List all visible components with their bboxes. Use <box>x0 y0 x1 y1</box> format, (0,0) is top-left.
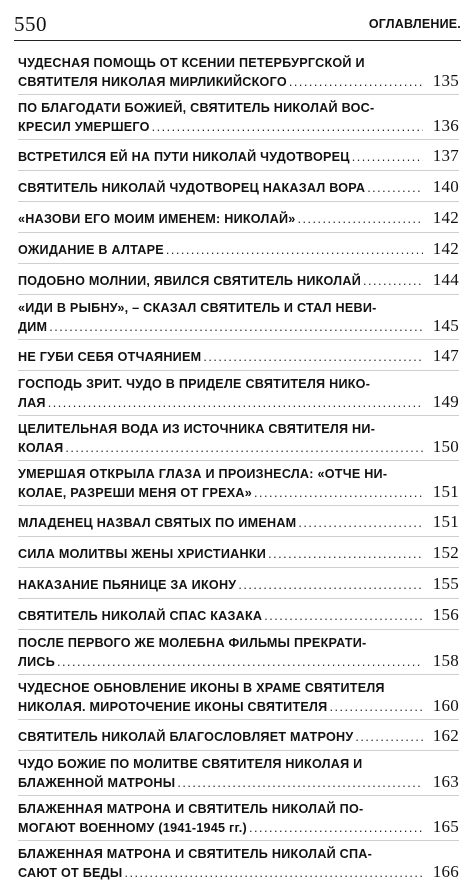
toc-entry-text: ВСТРЕТИЛСЯ ЕЙ НА ПУТИ НИКОЛАЙ ЧУДОТВОРЕЦ <box>18 150 350 164</box>
toc-entry[interactable] <box>18 233 459 264</box>
toc-entry-title <box>18 376 459 412</box>
toc-entry-text: БЛАЖЕННАЯ МАТРОНА И СВЯТИТЕЛЬ НИКОЛАЙ ПО- <box>18 802 364 816</box>
toc-entry-text: ЧУДЕСНАЯ ПОМОЩЬ ОТ КСЕНИИ ПЕТЕРБУРГСКОЙ И <box>18 56 365 70</box>
leader-dots <box>249 820 423 837</box>
toc-entry-title <box>18 240 459 259</box>
section-title: ОГЛАВЛЕНИЕ. <box>368 17 461 31</box>
toc-entry-text: СВЯТИТЕЛЬ НИКОЛАЙ БЛАГОСЛОВЛЯЕТ МАТРОНУ <box>18 730 354 744</box>
toc-entry-title <box>18 606 459 625</box>
leader-dots <box>298 211 423 228</box>
toc-entry-line <box>18 147 459 166</box>
toc-entry-title <box>18 466 459 502</box>
toc-entry-text: ДИМ <box>18 320 48 334</box>
toc-entry-line <box>18 697 459 716</box>
toc-page-number: 135 <box>432 72 459 90</box>
leader-dots <box>177 775 423 792</box>
toc-page-number: 142 <box>432 209 459 227</box>
toc-page-number: 156 <box>432 606 459 624</box>
toc-entry-line <box>18 635 459 652</box>
toc-entry-title <box>18 756 459 792</box>
toc-entry[interactable] <box>18 50 459 95</box>
toc-entry-line <box>18 178 459 197</box>
leader-dots <box>124 865 423 882</box>
toc-entry-text: ЦЕЛИТЕЛЬНАЯ ВОДА ИЗ ИСТОЧНИКА СВЯТИТЕЛЯ НИ- <box>18 422 376 436</box>
toc-entry-text: ЧУДО БОЖИЕ ПО МОЛИТВЕ СВЯТИТЕЛЯ НИКОЛАЯ И <box>18 757 363 771</box>
toc-entry[interactable] <box>18 461 459 506</box>
toc-entry-line <box>18 606 459 625</box>
leader-dots <box>203 349 423 366</box>
toc-entry-title <box>18 680 459 716</box>
leader-dots <box>254 485 423 502</box>
toc-entry-line <box>18 863 459 882</box>
toc-page-number: 142 <box>432 240 459 258</box>
toc-entry-line <box>18 544 459 563</box>
toc-page-number: 149 <box>432 393 459 411</box>
toc-entry-title <box>18 846 459 882</box>
toc-entry-title <box>18 727 459 746</box>
toc-entry[interactable] <box>18 599 459 630</box>
toc-entry-title <box>18 209 459 228</box>
leader-dots <box>152 119 423 136</box>
toc-entry-title <box>18 544 459 563</box>
toc-entry-line <box>18 347 459 366</box>
toc-entry-title <box>18 513 459 532</box>
toc-entry-title <box>18 147 459 166</box>
toc-entry[interactable] <box>18 202 459 233</box>
toc-entry[interactable] <box>18 416 459 461</box>
toc-entry-text: СВЯТИТЕЛЬ НИКОЛАЙ СПАС КАЗАКА <box>18 609 263 623</box>
toc-entry-title <box>18 801 459 837</box>
toc-entry-text: МЛАДЕНЕЦ НАЗВАЛ СВЯТЫХ ПО ИМЕНАМ <box>18 516 297 530</box>
toc-page-number: 151 <box>432 483 459 501</box>
toc-page-number: 140 <box>432 178 459 196</box>
toc-entry-line <box>18 209 459 228</box>
leader-dots <box>298 515 423 532</box>
toc-entry-line <box>18 317 459 336</box>
toc-entry-line <box>18 240 459 259</box>
toc-entry-text: ЛИСЬ <box>18 655 56 669</box>
leader-dots <box>65 440 423 457</box>
toc-entry[interactable] <box>18 720 459 751</box>
toc-entry[interactable] <box>18 95 459 140</box>
toc-page-number: 147 <box>432 347 459 365</box>
toc-page-number: 165 <box>432 818 459 836</box>
toc-entry-title <box>18 300 459 336</box>
toc-entry[interactable] <box>18 630 459 675</box>
header-rule <box>14 40 461 41</box>
toc-entry-title <box>18 100 459 136</box>
toc-entry[interactable] <box>18 140 459 171</box>
leader-dots <box>49 319 423 336</box>
toc-entry-line <box>18 117 459 136</box>
toc-entry-title <box>18 271 459 290</box>
toc-entry-line <box>18 100 459 117</box>
toc-page-number: 155 <box>432 575 459 593</box>
toc-entry-text: МОГАЮТ ВОЕННОМУ (1941-1945 гг.) <box>18 821 247 835</box>
toc-entry-text: КОЛАЕ, РАЗРЕШИ МЕНЯ ОТ ГРЕХА» <box>18 486 252 500</box>
toc-entry-line <box>18 818 459 837</box>
toc-entry-line <box>18 680 459 697</box>
toc-entry-text: КОЛАЯ <box>18 441 64 455</box>
toc-entry-text: НИКОЛАЯ. МИРОТОЧЕНИЕ ИКОНЫ СВЯТИТЕЛЯ <box>18 700 328 714</box>
toc-entry-title <box>18 55 459 91</box>
page-number: 550 <box>14 12 47 36</box>
toc-entry-text: БЛАЖЕННОЙ МАТРОНЫ <box>18 776 176 790</box>
toc-page-number: 136 <box>432 117 459 135</box>
toc-page-number: 152 <box>432 544 459 562</box>
toc-entry-line <box>18 773 459 792</box>
toc-page-number: 151 <box>432 513 459 531</box>
leader-dots <box>166 242 423 259</box>
table-of-contents <box>18 50 459 886</box>
leader-dots <box>289 74 423 91</box>
toc-entry-line <box>18 72 459 91</box>
toc-entry-line <box>18 300 459 317</box>
toc-entry-line <box>18 271 459 290</box>
toc-page-number: 162 <box>432 727 459 745</box>
toc-entry-text: ЛАЯ <box>18 396 46 410</box>
toc-entry-title <box>18 635 459 671</box>
toc-entry-line <box>18 393 459 412</box>
toc-entry-line <box>18 376 459 393</box>
toc-entry[interactable] <box>18 537 459 568</box>
toc-entry-line <box>18 438 459 457</box>
leader-dots <box>48 395 423 412</box>
toc-entry-text: СВЯТИТЕЛЯ НИКОЛАЯ МИРЛИКИЙСКОГО <box>18 75 287 89</box>
toc-entry-text: НЕ ГУБИ СЕБЯ ОТЧАЯНИЕМ <box>18 350 202 364</box>
toc-entry-text: ЧУДЕСНОЕ ОБНОВЛЕНИЕ ИКОНЫ В ХРАМЕ СВЯТИТЕЛЯ <box>18 681 385 695</box>
toc-page-number: 145 <box>432 317 459 335</box>
toc-entry-title <box>18 347 459 366</box>
toc-entry[interactable] <box>18 371 459 416</box>
leader-dots <box>355 729 423 746</box>
toc-entry-text: ПОСЛЕ ПЕРВОГО ЖЕ МОЛЕБНА ФИЛЬМЫ ПРЕКРАТИ- <box>18 636 367 650</box>
toc-entry[interactable] <box>18 841 459 886</box>
toc-entry-text: НАКАЗАНИЕ ПЬЯНИЦЕ ЗА ИКОНУ <box>18 578 237 592</box>
toc-entry-text: СВЯТИТЕЛЬ НИКОЛАЙ ЧУДОТВОРЕЦ НАКАЗАЛ ВОРА <box>18 181 366 195</box>
toc-entry-line <box>18 513 459 532</box>
toc-page-number: 150 <box>432 438 459 456</box>
toc-entry-text: «ИДИ В РЫБНУ», – СКАЗАЛ СВЯТИТЕЛЬ И СТАЛ НЕВИ- <box>18 301 377 315</box>
toc-entry[interactable] <box>18 264 459 295</box>
toc-entry-title <box>18 421 459 457</box>
toc-entry-text: СИЛА МОЛИТВЫ ЖЕНЫ ХРИСТИАНКИ <box>18 547 267 561</box>
toc-entry-line <box>18 483 459 502</box>
leader-dots <box>264 608 423 625</box>
toc-entry-text: КРЕСИЛ УМЕРШЕГО <box>18 120 150 134</box>
toc-entry-text: ГОСПОДЬ ЗРИТ. ЧУДО В ПРИДЕЛЕ СВЯТИТЕЛЯ НИКО- <box>18 377 371 391</box>
toc-entry[interactable] <box>18 796 459 841</box>
toc-entry-text: УМЕРШАЯ ОТКРЫЛА ГЛАЗА И ПРОИЗНЕСЛА: «ОТЧЕ НИ- <box>18 467 388 481</box>
toc-entry-line <box>18 801 459 818</box>
leader-dots <box>367 180 423 197</box>
toc-page-number: 160 <box>432 697 459 715</box>
toc-entry-line <box>18 55 459 72</box>
toc-entry-text: «НАЗОВИ ЕГО МОИМ ИМЕНЕМ: НИКОЛАЙ» <box>18 212 296 226</box>
toc-entry[interactable] <box>18 340 459 371</box>
toc-entry-text: ПОДОБНО МОЛНИИ, ЯВИЛСЯ СВЯТИТЕЛЬ НИКОЛАЙ <box>18 274 362 288</box>
toc-entry-line <box>18 756 459 773</box>
toc-entry-text: САЮТ ОТ БЕДЫ <box>18 866 123 880</box>
toc-entry[interactable] <box>18 675 459 720</box>
leader-dots <box>57 654 423 671</box>
toc-entry-line <box>18 727 459 746</box>
toc-entry-text: ПО БЛАГОДАТИ БОЖИЕЙ, СВЯТИТЕЛЬ НИКОЛАЙ ВОС- <box>18 101 375 115</box>
leader-dots <box>352 149 423 166</box>
leader-dots <box>268 546 423 563</box>
toc-entry-line <box>18 466 459 483</box>
toc-page-number: 144 <box>432 271 459 289</box>
toc-entry[interactable] <box>18 568 459 599</box>
toc-page-number: 137 <box>432 147 459 165</box>
leader-dots <box>363 273 423 290</box>
toc-entry-line <box>18 652 459 671</box>
toc-entry[interactable] <box>18 751 459 796</box>
toc-entry[interactable] <box>18 171 459 202</box>
toc-page-number: 163 <box>432 773 459 791</box>
toc-entry-text: ОЖИДАНИЕ В АЛТАРЕ <box>18 243 164 257</box>
toc-entry[interactable] <box>18 295 459 340</box>
toc-page-number: 166 <box>432 863 459 881</box>
toc-entry-line <box>18 575 459 594</box>
page-header <box>14 12 461 38</box>
toc-entry-title <box>18 178 459 197</box>
leader-dots <box>238 577 423 594</box>
leader-dots <box>329 699 423 716</box>
toc-entry-line <box>18 846 459 863</box>
toc-entry[interactable] <box>18 506 459 537</box>
toc-page-number: 158 <box>432 652 459 670</box>
toc-entry-line <box>18 421 459 438</box>
toc-entry-text: БЛАЖЕННАЯ МАТРОНА И СВЯТИТЕЛЬ НИКОЛАЙ СПА- <box>18 847 373 861</box>
toc-entry-title <box>18 575 459 594</box>
